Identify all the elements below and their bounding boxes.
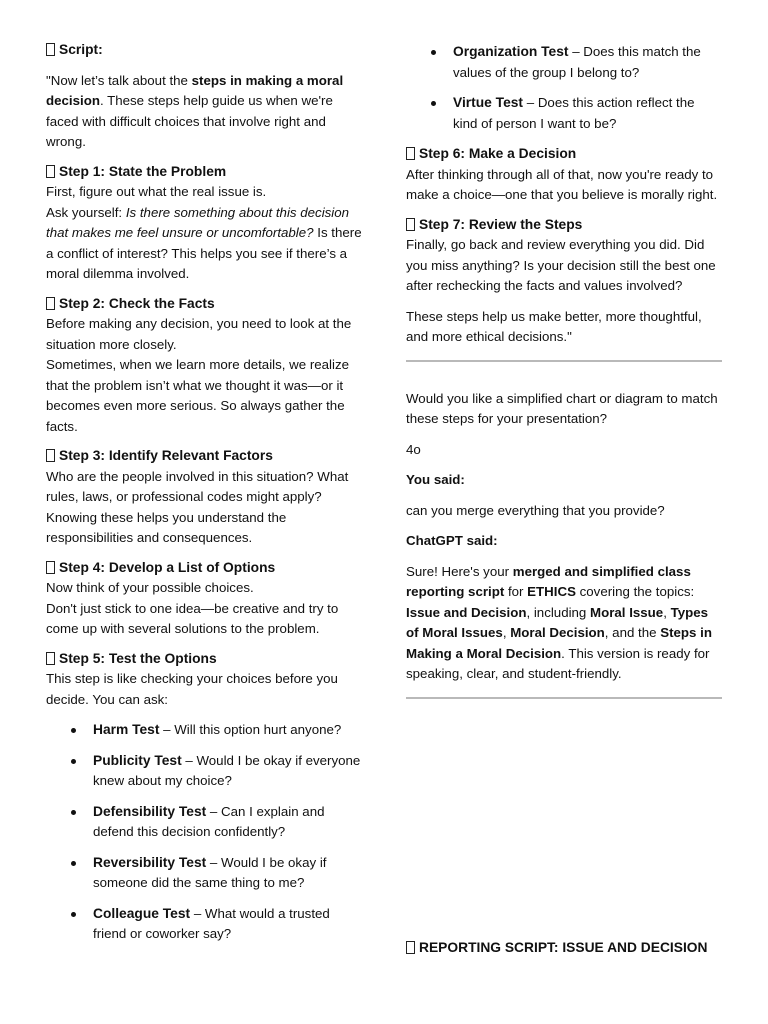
follow-up-question: Would you like a simplified chart or diagram to match these steps for your presentation?: [406, 390, 718, 426]
missing-glyph-icon: [46, 449, 55, 462]
test-list: [46, 720, 364, 945]
missing-glyph-icon: [406, 218, 415, 231]
missing-glyph-icon: [46, 43, 55, 56]
step2-line1: Before making any decision, you need to look at the situation more closely.: [46, 316, 352, 352]
list-item: Publicity Test – Would I be okay if everyone knew about my choice?: [93, 751, 364, 792]
step2-line2: Sometimes, when we learn more details, we realize that the problem isn’t what we thought it was—or it becomes even more serious. So always gather the facts.: [46, 357, 350, 434]
step7-title: Step 7: Review the Steps: [406, 215, 722, 236]
step4-title: Step 4: Develop a List of Options: [46, 558, 364, 579]
script-heading: Script:: [46, 40, 364, 61]
step2-title: Step 2: Check the Facts: [46, 294, 364, 315]
step5-text: This step is like checking your choices before you decide. You can ask:: [46, 671, 338, 707]
list-item: Colleague Test – What would a trusted friend or coworker say?: [93, 904, 364, 945]
list-item: Virtue Test – Does this action reflect the kind of person I want to be?: [453, 93, 722, 134]
step1-title: Step 1: State the Problem: [46, 162, 364, 183]
divider: [406, 360, 722, 362]
model-label: 4o: [406, 441, 421, 457]
missing-glyph-icon: [46, 652, 55, 665]
assistant-reply: Sure! Here's your merged and simplified class reporting script for ETHICS covering the topics: Issue and Decision, including Moral Issue, Types of Moral Issues, Moral Decision, and the Steps in Making a Moral Decision. This version is ready for speaking, clear, and student-friendly.: [406, 563, 712, 681]
you-said-label: You said:: [406, 472, 465, 487]
test-list-continued: [406, 42, 722, 134]
step6-text: After thinking through all of that, now you're ready to make a choice—one that you believe is morally right.: [406, 166, 718, 202]
missing-glyph-icon: [46, 561, 55, 574]
step6-title: Step 6: Make a Decision: [406, 144, 722, 165]
list-item: Defensibility Test – Can I explain and defend this decision confidently?: [93, 802, 364, 843]
missing-glyph-icon: [46, 165, 55, 178]
left-column: [46, 40, 364, 955]
step3-title: Step 3: Identify Relevant Factors: [46, 446, 364, 467]
step4-line1: Now think of your possible choices.: [46, 580, 254, 595]
step1-line1: First, figure out what the real issue is.: [46, 184, 267, 199]
closing-paragraph: These steps help us make better, more thoughtful, and more ethical decisions.": [406, 308, 702, 344]
list-item: Harm Test – Will this option hurt anyone?: [93, 720, 364, 741]
intro-paragraph: "Now let’s talk about the steps in making a moral decision. These steps help guide us when we're faced with difficult choices that involve right and wrong.: [46, 72, 344, 149]
step4-line2: Don't just stick to one idea—be creative and try to come up with several solutions to the problem.: [46, 600, 339, 636]
list-item: Reversibility Test – Would I be okay if someone did the same thing to me?: [93, 853, 364, 894]
step7-text: Finally, go back and review everything you did. Did you miss anything? Is your decision still the best one after rechecking the facts and values involved?: [406, 237, 716, 293]
missing-glyph-icon: [406, 941, 415, 954]
missing-glyph-icon: [46, 297, 55, 310]
right-column: [406, 40, 722, 699]
list-item: Organization Test – Does this match the values of the group I belong to?: [453, 42, 722, 83]
step1-line2: Ask yourself: Is there something about this decision that makes me feel unsure or uncomfortable? Is there a conflict of interest? This helps you see if there’s a moral dilemma involved.: [46, 204, 362, 281]
chatgpt-said-label: ChatGPT said:: [406, 533, 498, 548]
reporting-script-heading: REPORTING SCRIPT: ISSUE AND DECISION: [406, 938, 708, 959]
divider: [406, 697, 722, 699]
step5-title: Step 5: Test the Options: [46, 649, 364, 670]
step3-text: Who are the people involved in this situation? What rules, laws, or professional codes might apply? Knowing these helps you understand the responsibilities and consequences.: [46, 468, 349, 545]
user-message: can you merge everything that you provide?: [406, 502, 665, 518]
missing-glyph-icon: [406, 147, 415, 160]
